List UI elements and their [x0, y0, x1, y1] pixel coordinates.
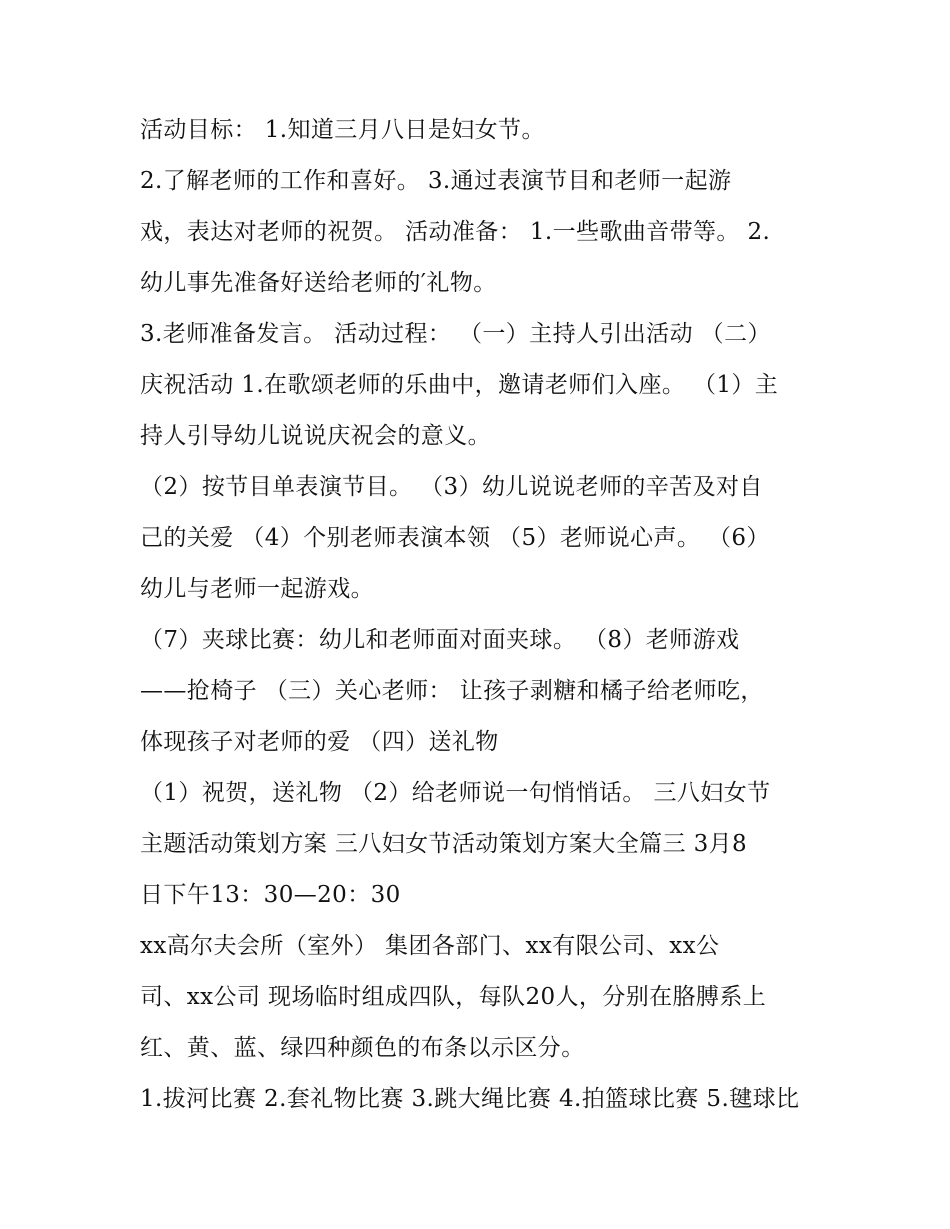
text-line: （1）祝贺，送礼物 （2）给老师说一句悄悄话。 三八妇女节 — [140, 780, 771, 806]
text-line: 体现孩子对老师的爱 （四）送礼物 — [140, 729, 499, 755]
text-line: （7）夹球比赛：幼儿和老师面对面夹球。 （8）老师游戏 — [140, 627, 740, 653]
text-line: 司、xx公司 现场临时组成四队，每队20人，分别在胳膊系上 — [140, 984, 767, 1010]
text-line: 己的关爱 （4）个别老师表演本领 （5）老师说心声。 （6） — [140, 525, 770, 551]
text-line: 红、黄、蓝、绿四种颜色的布条以示区分。 — [140, 1035, 585, 1061]
text-line: 1.拔河比赛 2.套礼物比赛 3.跳大绳比赛 4.拍篮球比赛 5.毽球比 — [140, 1086, 800, 1112]
text-line: 持人引导幼儿说说庆祝会的意义。 — [140, 423, 491, 449]
text-line: 庆祝活动 1.在歌颂老师的乐曲中，邀请老师们入座。 （1）主 — [140, 372, 779, 398]
text-line: 戏，表达对老师的祝贺。 活动准备： 1.一些歌曲音带等。 2. — [140, 219, 771, 245]
text-line: xx高尔夫会所（室外） 集团各部门、xx有限公司、xx公 — [140, 933, 720, 959]
text-line: 活动目标： 1.知道三月八日是妇女节。 — [140, 117, 545, 143]
text-line: 幼儿与老师一起游戏。 — [140, 576, 374, 602]
text-line: 2.了解老师的工作和喜好。 3.通过表演节目和老师一起游 — [140, 168, 732, 194]
text-line: ——抢椅子 （三）关心老师： 让孩子剥糖和橘子给老师吃， — [140, 678, 764, 704]
text-line: 3.老师准备发言。 活动过程： （一）主持人引出活动 （二） — [140, 321, 771, 347]
text-line: （2）按节目单表演节目。 （3）幼儿说说老师的辛苦及对自 — [140, 474, 763, 500]
text-line: 主题活动策划方案 三八妇女节活动策划方案大全篇三 3月8 — [140, 831, 748, 857]
text-line: 日下午13：30—20：30 — [140, 882, 401, 908]
text-line: 幼儿事先准备好送给老师的′礼物。 — [140, 270, 497, 296]
